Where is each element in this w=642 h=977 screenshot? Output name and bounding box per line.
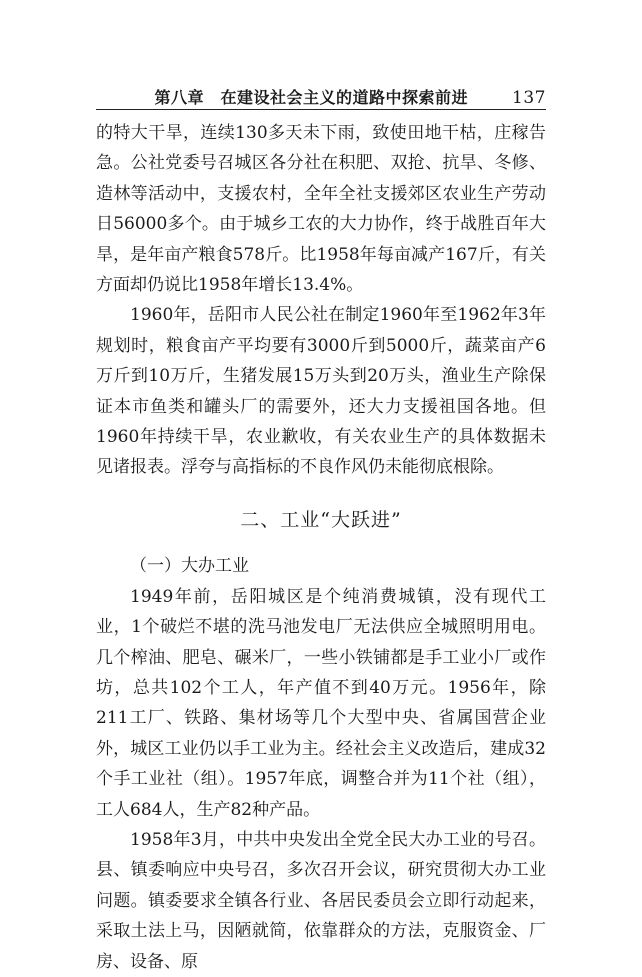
header-rule <box>96 109 546 110</box>
body-text <box>96 118 546 977</box>
subsection-heading: （一）大办工业 <box>130 556 249 577</box>
paragraph-1958: 1958年3月，中共中央发出全党全民大办工业的号召。县、镇委响应中央号召，多次召开会议，研究贯彻大办工业问题。镇委要求全镇各行业、各居民委员会立即行动起来，采取土法上马，因陋就简，依靠群众的方法，克服资金、厂房、设备、原 <box>96 829 546 972</box>
section-heading: 二、工业“大跃进” <box>240 508 402 531</box>
chapter-title: 第八章 在建设社会主义的道路中探索前进 <box>154 88 469 107</box>
paragraph-drought: 的特大干旱，连续130多天未下雨，致使田地干枯，庄稼告急。公社党委号召城区各分社在积肥、双抢、抗旱、冬修、造林等活动中，支援农村，全年全社支援郊区农业生产劳动日56000多个。由于城乡工农的大力协作，终于战胜百年大旱，是年亩产粮食578斤。比1958年每亩减产167斤，有关方面却仍说比1958年增长13.4%。 <box>96 123 546 296</box>
paragraph-1960-plan: 1960年，岳阳市人民公社在制定1960年至1962年3年规划时，粮食亩产平均要有3000斤到5000斤，蔬菜亩产6万斤到10万斤，生猪发展15万头到20万头，渔业生产除保证本市鱼类和罐头厂的需要外，还大力支援祖国各地。但1960年持续干旱，农业歉收，有关农业生产的具体数据未见诸报表。浮夸与高指标的不良作风仍未能彻底根除。 <box>96 305 546 478</box>
running-header <box>96 82 546 108</box>
page-number: 137 <box>512 88 546 108</box>
paragraph-1949: 1949年前，岳阳城区是个纯消费城镇，没有现代工业，1个破烂不堪的洗马池发电厂无法供应全城照明用电。几个榨油、肥皂、碾米厂，一些小铁铺都是手工业小厂或作坊，总共102个工人，年产值不到40万元。1956年，除211工厂、铁路、集材场等几个大型中央、省属国营企业外，城区工业仍以手工业为主。经社会主义改造后，建成32个手工业社（组）。1957年底，调整合并为11个社（组），工人684人，生产82种产品。 <box>96 586 546 820</box>
